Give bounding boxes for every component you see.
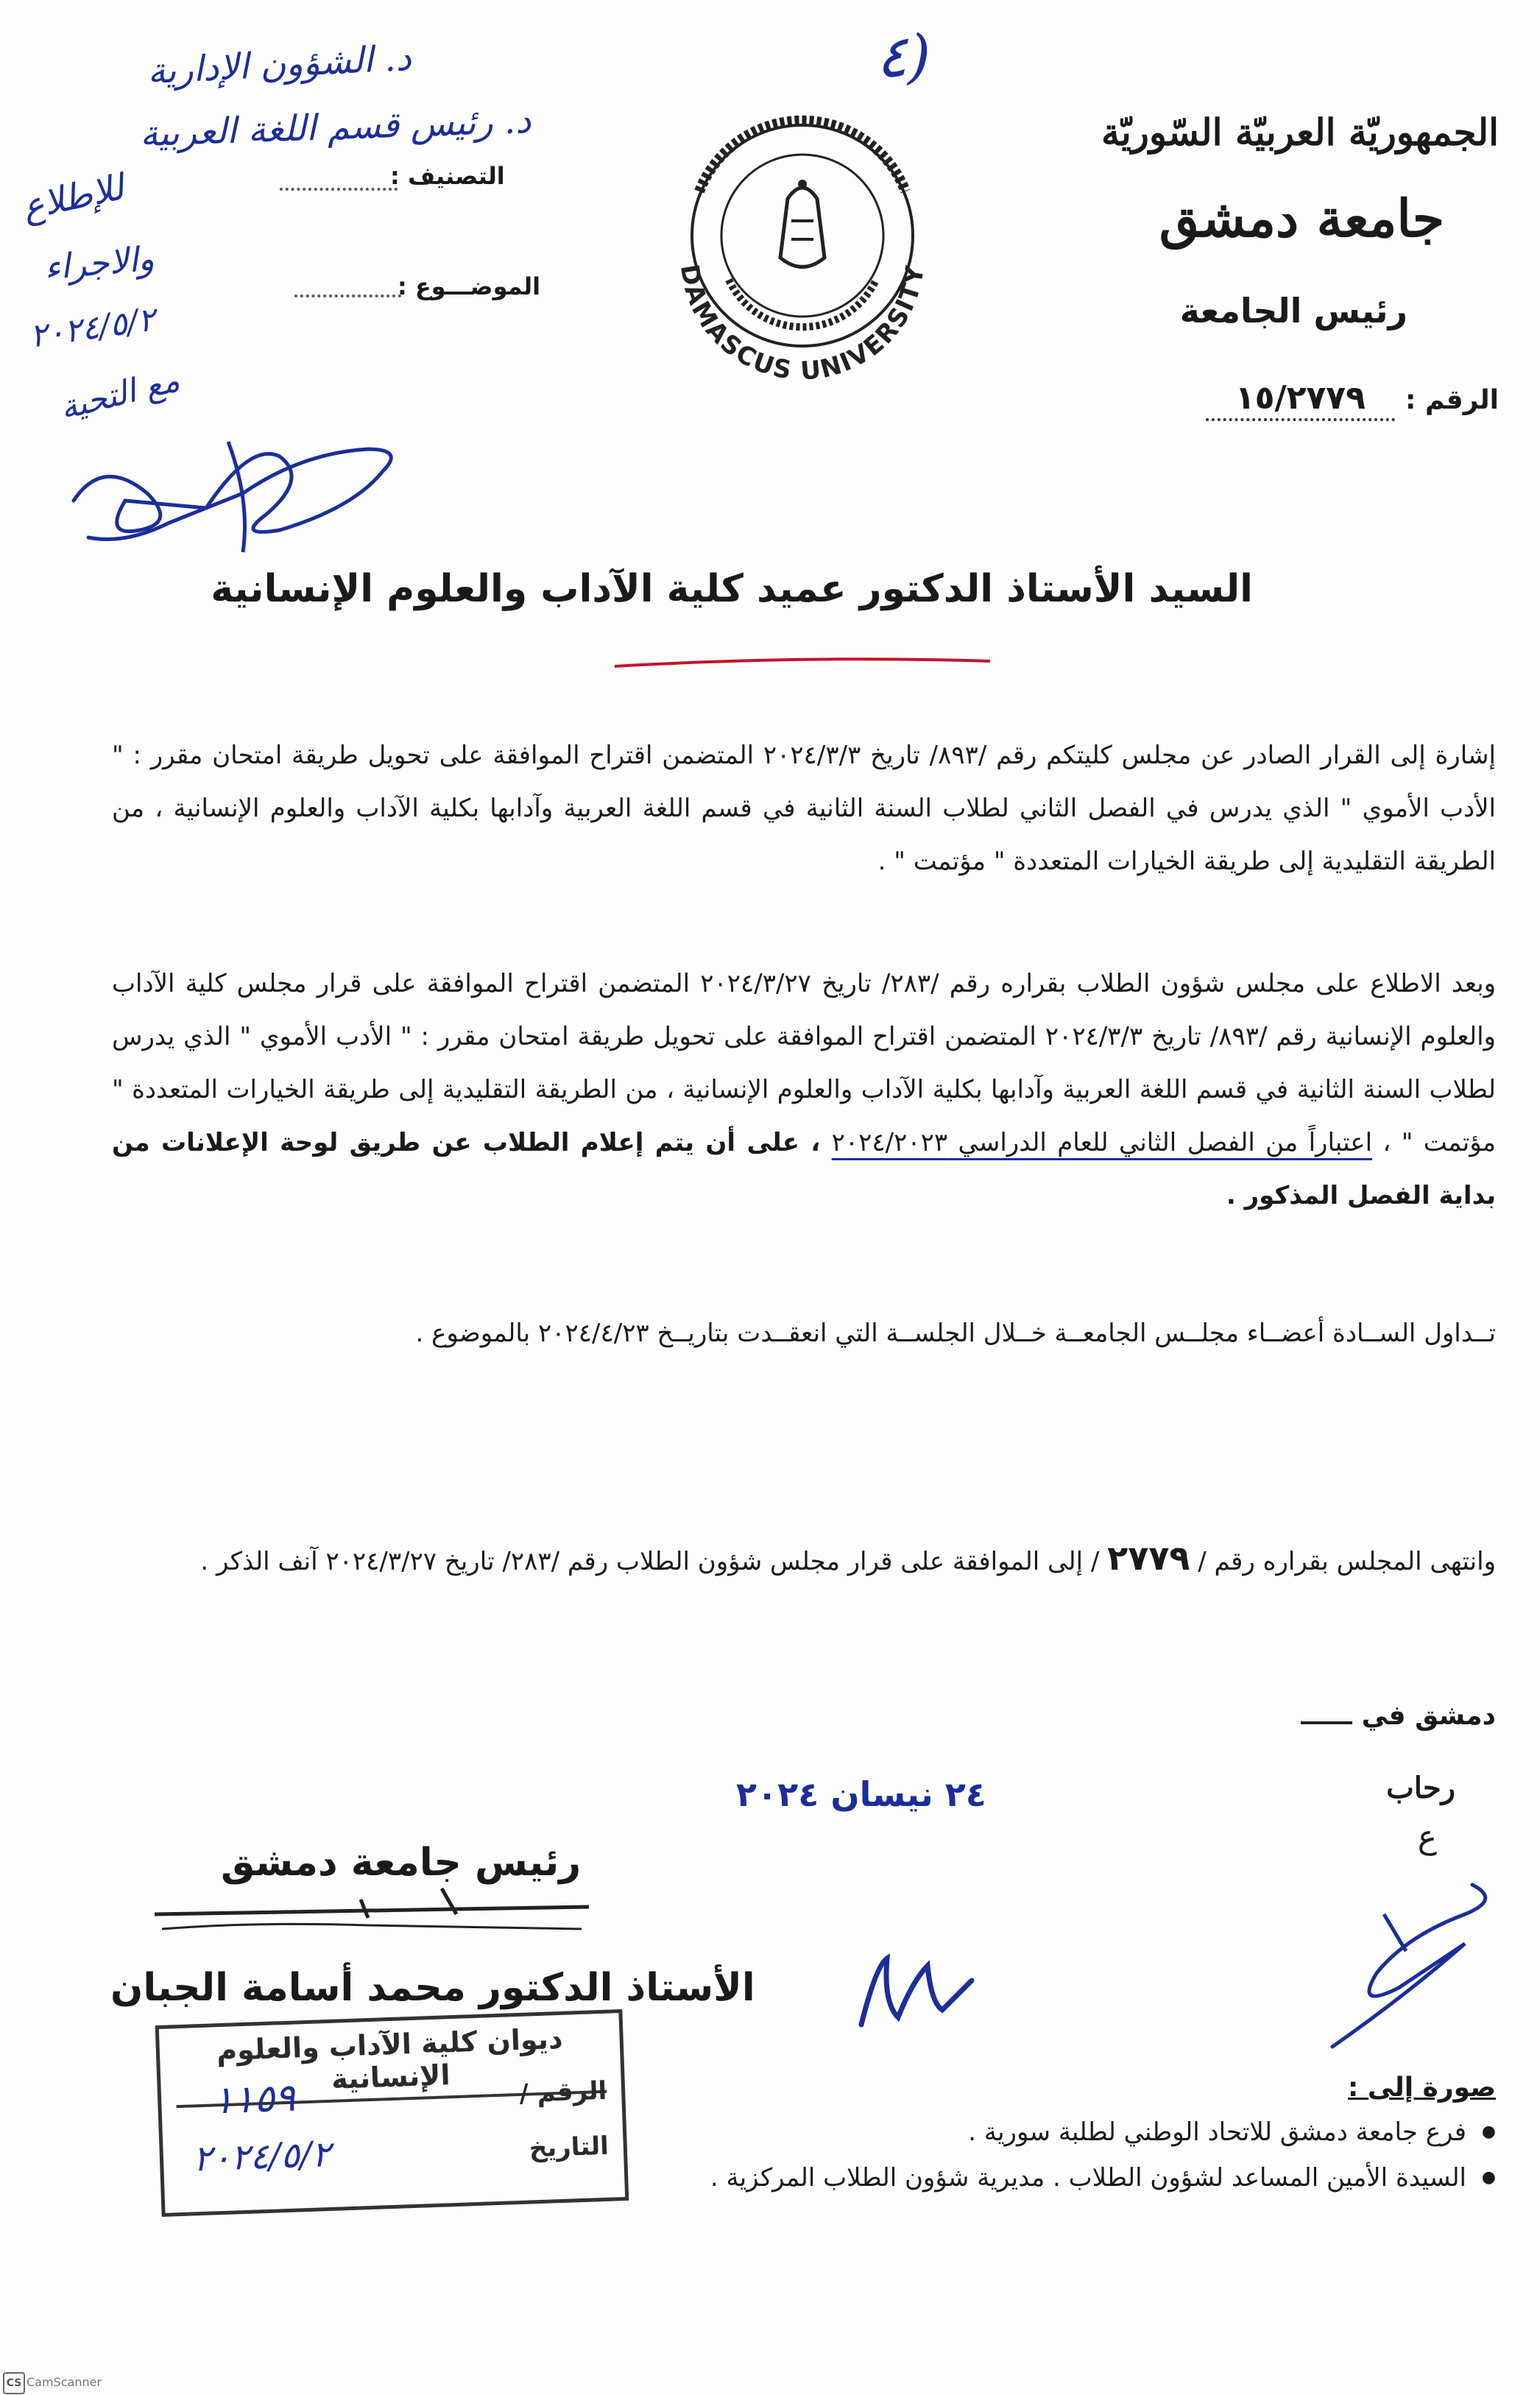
place-label: دمشق في [1361, 1701, 1496, 1731]
subject-label: الموضـــوع : [398, 272, 541, 300]
handwritten-note: مع التحية [56, 361, 183, 428]
typist-initials: رحاب [1386, 1771, 1455, 1805]
stamp-header: ديوان كلية الآداب والعلوم الإنسانية [174, 2021, 607, 2108]
handwritten-signature [59, 412, 412, 560]
classification-line [280, 188, 398, 191]
paragraph-2-text: وبعد الاطلاع على مجلس شؤون الطلاب بقراره رقم /٢٨٣/ تاريخ ٢٠٢٤/٣/٢٧ المتضمن اقتراح الموافقة على قرار مجلس كلية الآداب والعلوم الإنسانية رقم /٨٩٣/ تاريخ ٢٠٢٤/٣/٣ المتضمن اقتراح الموافقة على تحويل طريقة امتحان مقرر : " الأدب الأموي " الذي يدرس لطلاب السنة الثانية في قسم اللغة العربية وآدابها بكلية الآداب والعلوم الإنسانية ، من الطريقة التقليدية إلى طريقة الخيارات المتعددة " مؤتمت " ، [112, 969, 1496, 1157]
paragraph-2-condition: ، على أن يتم إعلام الطلاب عن طريق لوحة الإعلانات من بداية الفصل المذكور . [112, 1128, 1496, 1210]
place-date [1301, 1701, 1496, 1731]
body-paragraph-4 [112, 1531, 1496, 1588]
signatory-title: رئيس جامعة دمشق [221, 1841, 582, 1885]
date-stamp: ٢٤ نيسان ٢٠٢٤ [736, 1774, 986, 1814]
copies-list [710, 2109, 1496, 2201]
initial-letter: ع [1417, 1819, 1437, 1856]
country-name: الجمهوريّة العربيّة السّوريّة [1101, 110, 1499, 154]
university-logo [648, 110, 957, 420]
handwritten-note: د. رئيس قسم اللغة العربية [139, 99, 532, 155]
paragraph-4-tail: / إلى الموافقة على قرار مجلس شؤون الطلاب رقم /٢٨٣/ تاريخ ٢٠٢٤/٣/٢٧ آنف الذكر . [200, 1547, 1108, 1576]
date-blank [1301, 1721, 1352, 1724]
signatory-name: الأستاذ الدكتور محمد أسامة الجبان [110, 1966, 755, 2010]
registry-stamp [155, 2009, 629, 2217]
handwritten-page-number: (٤ [876, 22, 931, 91]
logo-caption: DAMASCUS UNIVERSITY [674, 262, 931, 387]
handwritten-note: ٢٠٢٤/٥/٢ [27, 300, 158, 356]
decision-number: ٢٧٧٩ [1107, 1538, 1190, 1578]
body-paragraph-3: تــداول الســادة أعضــاء مجلــس الجامعــة خــلال الجلســة التي انعقــدت بتاريــخ ٢٠٢٤/٤/٢٣ بالموضوع . [415, 1319, 1496, 1348]
handwritten-signature [847, 1936, 979, 2039]
copies-title: صورة إلى : [1347, 2073, 1496, 2103]
addressee-underline [611, 655, 994, 671]
reference-number: ١٥/٢٧٧٩ [1206, 379, 1395, 421]
handwritten-note: د. الشؤون الإدارية [146, 37, 413, 93]
camscanner-icon: CS [3, 2372, 25, 2394]
svg-text:DAMASCUS UNIVERSITY [674, 262, 930, 386]
reference-row [1206, 379, 1499, 421]
paragraph-4-text: وانتهى المجلس بقراره رقم / [1190, 1547, 1496, 1576]
stamp-ref-value: ١١٥٩ [212, 2075, 296, 2123]
reference-label: الرقم : [1405, 385, 1499, 415]
handwritten-note: للإطلاع [18, 166, 128, 228]
body-paragraph-2 [112, 957, 1496, 1222]
handwritten-note: والاجراء [42, 238, 156, 288]
copies-item: ● السيدة الأمين المساعد لشؤون الطلاب . مديرية شؤون الطلاب المركزية . [710, 2155, 1496, 2201]
stamp-ref-label: الرقم / [518, 2075, 607, 2109]
university-name: جامعة دمشق [1159, 188, 1444, 249]
addressee: السيد الأستاذ الدكتور عميد كلية الآداب والعلوم الإنسانية [211, 567, 1253, 611]
copies-item: ● فرع جامعة دمشق للاتحاد الوطني لطلبة سورية . [710, 2109, 1496, 2155]
subject-line [294, 294, 401, 297]
body-paragraph-1: إشارة إلى القرار الصادر عن مجلس كليتكم رقم /٨٩٣/ تاريخ ٢٠٢٤/٣/٣ المتضمن اقتراح الموافقة على تحويل طريقة امتحان مقرر : " الأدب الأموي " الذي يدرس في الفصل الثاني لطلاب السنة الثانية في قسم اللغة العربية وآدابها بكلية الآداب والعلوم الإنسانية ، من الطريقة التقليدية إلى طريقة الخيارات المتعددة " مؤتمت " . [112, 741, 1496, 876]
stamp-date-label: التاريخ [529, 2131, 610, 2164]
stamp-date-value: ٢٠٢٤/٥/٢ [192, 2133, 331, 2180]
effective-date-text: اعتباراً من الفصل الثاني للعام الدراسي ٢٠٢٤/٢٠٢٣ [831, 1128, 1373, 1157]
office-name: رئيس الجامعة [1179, 291, 1407, 331]
handwritten-signature [1296, 1870, 1516, 2061]
classification-label: التصنيف : [390, 162, 505, 190]
camscanner-label: CamScanner [27, 2375, 102, 2389]
